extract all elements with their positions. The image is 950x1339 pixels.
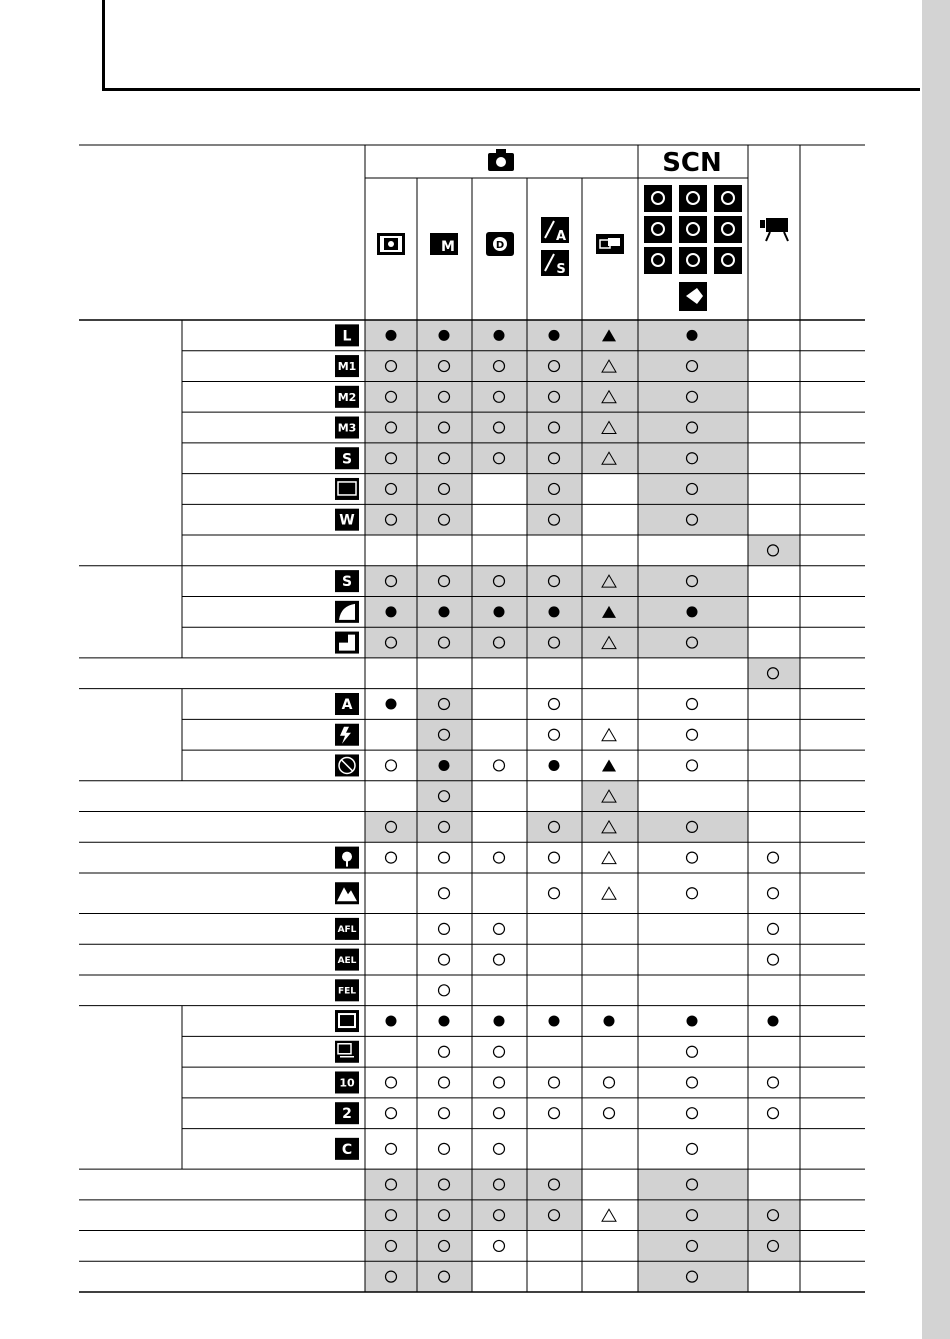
fine-icon (335, 601, 359, 623)
open-circle-mark (439, 1077, 450, 1088)
shaded-cell (582, 627, 638, 658)
open-circle-mark (386, 852, 397, 863)
shaded-cell (417, 351, 472, 382)
open-circle-mark (386, 760, 397, 771)
open-circle-mark (768, 1108, 779, 1119)
superfine-icon (335, 570, 359, 592)
shaded-cell (527, 627, 582, 658)
open-circle-mark (494, 923, 505, 934)
svg-text:C: C (341, 1141, 353, 1158)
open-circle-mark (687, 729, 698, 740)
manual-mode-icon (430, 233, 458, 255)
timer2-icon (335, 1102, 359, 1124)
shaded-cell (472, 351, 527, 382)
shaded-cell (365, 566, 417, 597)
svg-text:A: A (555, 229, 567, 244)
shaded-cell (748, 658, 800, 689)
open-circle-mark (687, 888, 698, 899)
open-circle-mark (768, 923, 779, 934)
shaded-cell (582, 381, 638, 412)
svg-text:M: M (441, 239, 455, 255)
svg-text:S: S (341, 574, 353, 591)
shaded-cell (638, 443, 748, 474)
svg-text:M2: M2 (337, 390, 357, 404)
shaded-cell (638, 474, 748, 505)
filled-circle-mark (549, 1016, 560, 1027)
shaded-cell (365, 351, 417, 382)
continuous-icon (335, 1041, 359, 1063)
open-circle-mark (494, 1077, 505, 1088)
svg-text:AEL: AEL (337, 955, 357, 966)
svg-text:L: L (342, 328, 352, 345)
open-circle-mark (386, 1108, 397, 1119)
shaded-cell (417, 719, 472, 750)
shaded-cell (527, 381, 582, 412)
shaded-cell (527, 504, 582, 535)
shaded-cell (417, 781, 472, 812)
shaded-cell (365, 627, 417, 658)
shaded-cell (638, 351, 748, 382)
timer10-icon (335, 1071, 359, 1093)
s-icon (335, 447, 359, 469)
shaded-cell (527, 412, 582, 443)
open-circle-mark (439, 1108, 450, 1119)
filled-circle-mark (386, 699, 397, 710)
filled-triangle-mark (602, 759, 616, 771)
single-icon (335, 1010, 359, 1032)
open-circle-mark (604, 1108, 615, 1119)
open-triangle-mark (602, 729, 616, 741)
open-circle-mark (687, 1108, 698, 1119)
shaded-cell (527, 566, 582, 597)
shaded-cell (582, 812, 638, 843)
shaded-cell (527, 443, 582, 474)
open-circle-mark (494, 954, 505, 965)
open-circle-mark (687, 1143, 698, 1154)
shaded-cell (472, 381, 527, 412)
open-circle-mark (439, 1046, 450, 1057)
shaded-cell (365, 1200, 417, 1231)
shaded-cell (748, 1231, 800, 1262)
shaded-cell (638, 627, 748, 658)
open-triangle-mark (602, 1209, 616, 1221)
scene-modes-icon (644, 185, 742, 311)
shaded-cell (638, 504, 748, 535)
shaded-cell (417, 1231, 472, 1262)
infinity-icon (335, 882, 359, 904)
svg-text:M3: M3 (337, 421, 357, 435)
open-circle-mark (768, 852, 779, 863)
shaded-cell (417, 1261, 472, 1292)
open-circle-mark (549, 729, 560, 740)
filled-circle-mark (494, 606, 505, 617)
open-circle-mark (439, 954, 450, 965)
filled-circle-mark (439, 760, 450, 771)
stitch-assist-icon (596, 234, 624, 254)
shaded-cell (638, 1200, 748, 1231)
open-circle-mark (439, 1143, 450, 1154)
m1-icon (335, 355, 359, 377)
open-circle-mark (549, 699, 560, 710)
shaded-cell (417, 443, 472, 474)
shaded-cell (365, 381, 417, 412)
shaded-cell (472, 1169, 527, 1200)
open-triangle-mark (602, 887, 616, 899)
shaded-cell (417, 504, 472, 535)
l-icon (335, 324, 359, 346)
filled-circle-mark (549, 760, 560, 771)
filled-circle-mark (687, 606, 698, 617)
shaded-cell (472, 443, 527, 474)
open-circle-mark (494, 1143, 505, 1154)
filled-circle-mark (549, 330, 560, 341)
filled-circle-mark (386, 330, 397, 341)
shaded-cell (527, 1169, 582, 1200)
filled-circle-mark (439, 1016, 450, 1027)
filled-circle-mark (439, 606, 450, 617)
svg-text:M1: M1 (337, 360, 357, 374)
shaded-cell (638, 566, 748, 597)
filled-circle-mark (494, 1016, 505, 1027)
filled-circle-mark (687, 1016, 698, 1027)
open-circle-mark (604, 1077, 615, 1088)
shaded-cell (638, 381, 748, 412)
filled-circle-mark (386, 606, 397, 617)
filled-circle-mark (386, 1016, 397, 1027)
filled-circle-mark (549, 606, 560, 617)
shaded-cell (417, 1169, 472, 1200)
svg-text:S: S (341, 451, 353, 468)
flash-on-icon (335, 724, 359, 746)
shaded-cell (472, 566, 527, 597)
normal-icon (335, 632, 359, 654)
open-circle-mark (687, 852, 698, 863)
afl-icon (335, 918, 359, 940)
open-circle-mark (386, 1143, 397, 1154)
camera-icon (488, 149, 514, 171)
shaded-cell (748, 535, 800, 566)
shaded-cell (638, 1231, 748, 1262)
open-circle-mark (439, 985, 450, 996)
shaded-cell (638, 812, 748, 843)
open-circle-mark (439, 852, 450, 863)
shaded-cell (638, 1261, 748, 1292)
open-circle-mark (687, 699, 698, 710)
shaded-cell (365, 474, 417, 505)
open-circle-mark (494, 1240, 505, 1251)
open-circle-mark (768, 954, 779, 965)
open-circle-mark (549, 852, 560, 863)
shaded-cell (417, 412, 472, 443)
open-circle-mark (494, 760, 505, 771)
open-circle-mark (549, 888, 560, 899)
open-circle-mark (494, 1046, 505, 1057)
shaded-cell (417, 812, 472, 843)
w-icon (335, 509, 359, 531)
shaded-cell (748, 1200, 800, 1231)
shaded-cell (582, 443, 638, 474)
macro-icon (335, 847, 359, 869)
open-circle-mark (687, 1046, 698, 1057)
shaded-cell (365, 1169, 417, 1200)
shaded-cell (417, 1200, 472, 1231)
open-circle-mark (549, 1108, 560, 1119)
auto-mode-icon (377, 233, 405, 255)
svg-text:2: 2 (342, 1106, 352, 1123)
fel-icon (335, 979, 359, 1001)
shaded-cell (365, 812, 417, 843)
shaded-cell (472, 412, 527, 443)
shaded-cell (527, 812, 582, 843)
shaded-cell (417, 566, 472, 597)
movie-camera-icon (760, 218, 788, 241)
shaded-cell (638, 1169, 748, 1200)
open-circle-mark (768, 1077, 779, 1088)
shaded-cell (365, 443, 417, 474)
flash-auto-icon (335, 693, 359, 715)
m3-icon (335, 417, 359, 439)
svg-text:A: A (341, 697, 353, 714)
shaded-cell (365, 1261, 417, 1292)
shaded-cell (582, 781, 638, 812)
shaded-cell (417, 689, 472, 720)
shaded-cell (365, 412, 417, 443)
svg-text:D: D (495, 240, 505, 251)
open-circle-mark (439, 923, 450, 934)
open-circle-mark (494, 852, 505, 863)
timerc-icon (335, 1138, 359, 1160)
shaded-cell (472, 1200, 527, 1231)
svg-text:S: S (556, 262, 566, 277)
ael-icon (335, 949, 359, 971)
shaded-cell (365, 504, 417, 535)
open-triangle-mark (602, 852, 616, 864)
svg-text:10: 10 (339, 1076, 355, 1090)
shaded-cell (417, 381, 472, 412)
shaded-cell (582, 412, 638, 443)
shaded-cell (638, 412, 748, 443)
open-circle-mark (439, 888, 450, 899)
filled-circle-mark (604, 1016, 615, 1027)
color-accent-swap-icon (541, 217, 569, 277)
filled-circle-mark (768, 1016, 779, 1027)
open-circle-mark (687, 760, 698, 771)
open-circle-mark (768, 888, 779, 899)
digital-macro-icon (486, 232, 514, 256)
postcard-icon (335, 478, 359, 500)
filled-circle-mark (494, 330, 505, 341)
shaded-cell (417, 627, 472, 658)
m2-icon (335, 386, 359, 408)
scn-label: SCN (662, 148, 722, 178)
shaded-cell (417, 474, 472, 505)
filled-circle-mark (687, 330, 698, 341)
shaded-cell (527, 474, 582, 505)
open-circle-mark (687, 1077, 698, 1088)
shaded-cell (582, 351, 638, 382)
shaded-cell (527, 351, 582, 382)
filled-circle-mark (439, 330, 450, 341)
shaded-cell (472, 627, 527, 658)
shaded-cell (365, 1231, 417, 1262)
svg-text:FEL: FEL (337, 986, 357, 997)
open-circle-mark (494, 1108, 505, 1119)
flash-off-icon (335, 754, 359, 776)
shaded-cell (582, 566, 638, 597)
open-circle-mark (386, 1077, 397, 1088)
svg-text:W: W (339, 512, 355, 529)
open-circle-mark (549, 1077, 560, 1088)
svg-text:AFL: AFL (337, 925, 357, 936)
shaded-cell (527, 1200, 582, 1231)
